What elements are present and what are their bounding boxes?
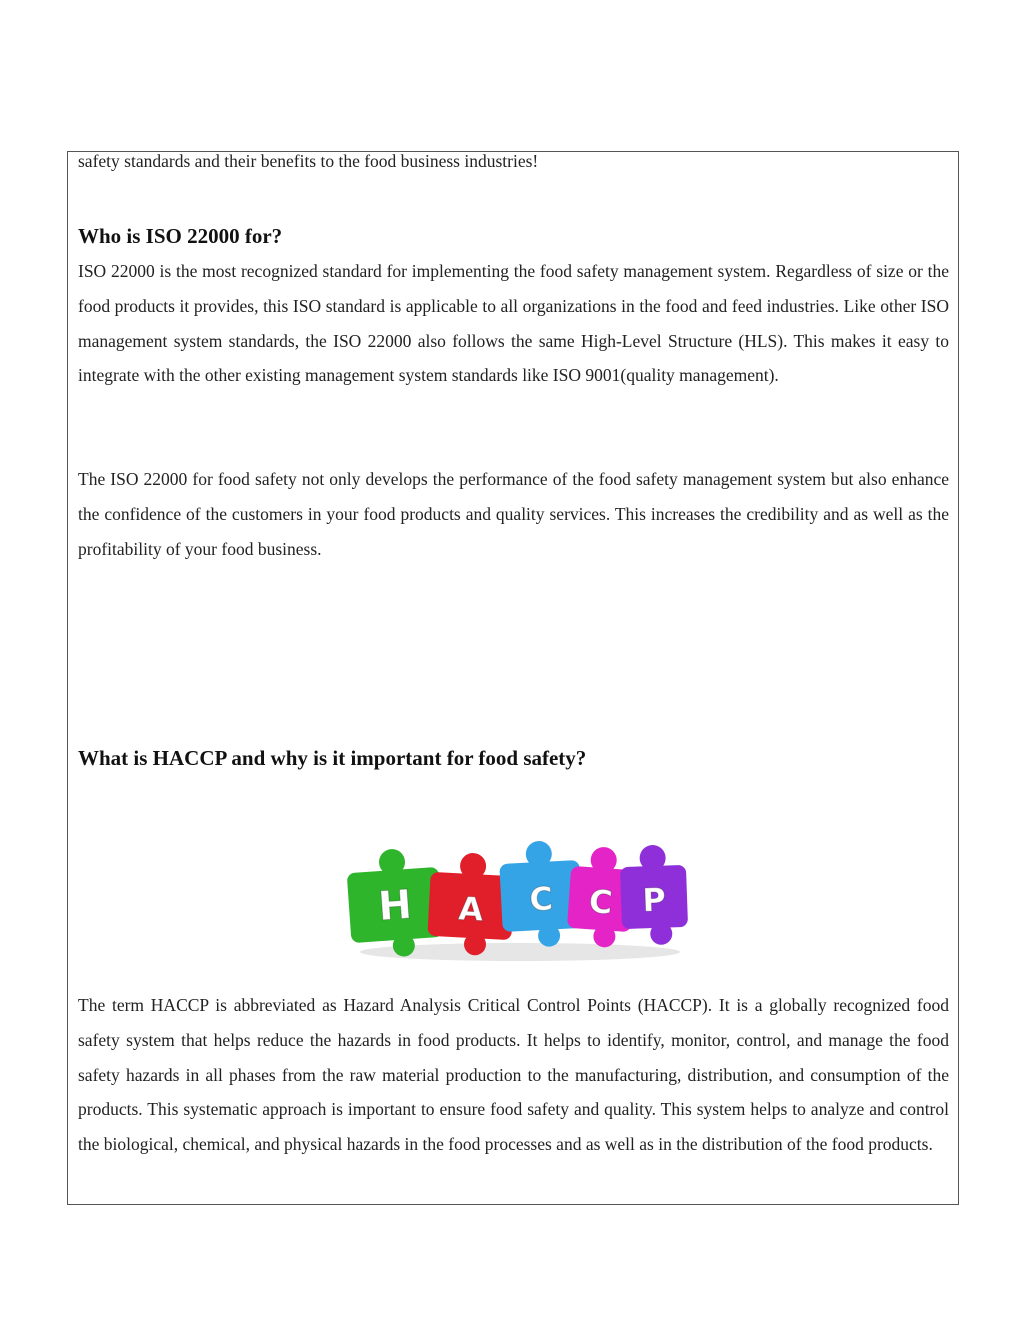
haccp-puzzle-image <box>345 840 695 964</box>
puzzle-letter-p: P <box>641 880 667 920</box>
puzzle-letter-c: C <box>528 879 554 919</box>
document-page-frame <box>67 151 959 1205</box>
intro-text: safety standards and their benefits to the food business industries! <box>78 151 539 171</box>
puzzle-piece-p-5 <box>619 844 688 946</box>
iso-22000-paragraph-1: ISO 22000 is the most recognized standard for implementing the food safety management system. Regardless of size or the food products it provides, this ISO standard is applicable to all organizations in the food and feed industries. Like other ISO management system standards, the ISO 22000 also follows the same High-Level Structure (HLS). This makes it easy to integrate with the other existing management system standards like ISO 9001(quality management). <box>78 261 949 386</box>
haccp-paragraph: The term HACCP is abbreviated as Hazard Analysis Critical Control Points (HACCP). It is a globally recognized food safety system that helps reduce the hazards in food products. It helps to identify, monitor, control, and manage the food safety hazards in all phases from the raw material production to the manufacturing, distribution, and consumption of the products. This systematic approach is important to ensure food safety and quality. This system helps to analyze and control the biological, chemical, and physical hazards in the food processes and as well as in the distribution of the food products. <box>78 995 949 1155</box>
puzzle-letter-c: C <box>587 882 614 922</box>
puzzle-letter-a: A <box>457 889 485 929</box>
iso-22000-heading: Who is ISO 22000 for? <box>78 224 283 248</box>
iso-22000-paragraph-2: The ISO 22000 for food safety not only develops the performance of the food safety management system but also enhance the confidence of the customers in your food products and quality services. This increases the credibility and as well as the profitability of your food business. <box>78 469 949 559</box>
haccp-heading: What is HACCP and why is it important for food safety? <box>78 746 587 770</box>
puzzle-letter-h: H <box>376 881 414 931</box>
